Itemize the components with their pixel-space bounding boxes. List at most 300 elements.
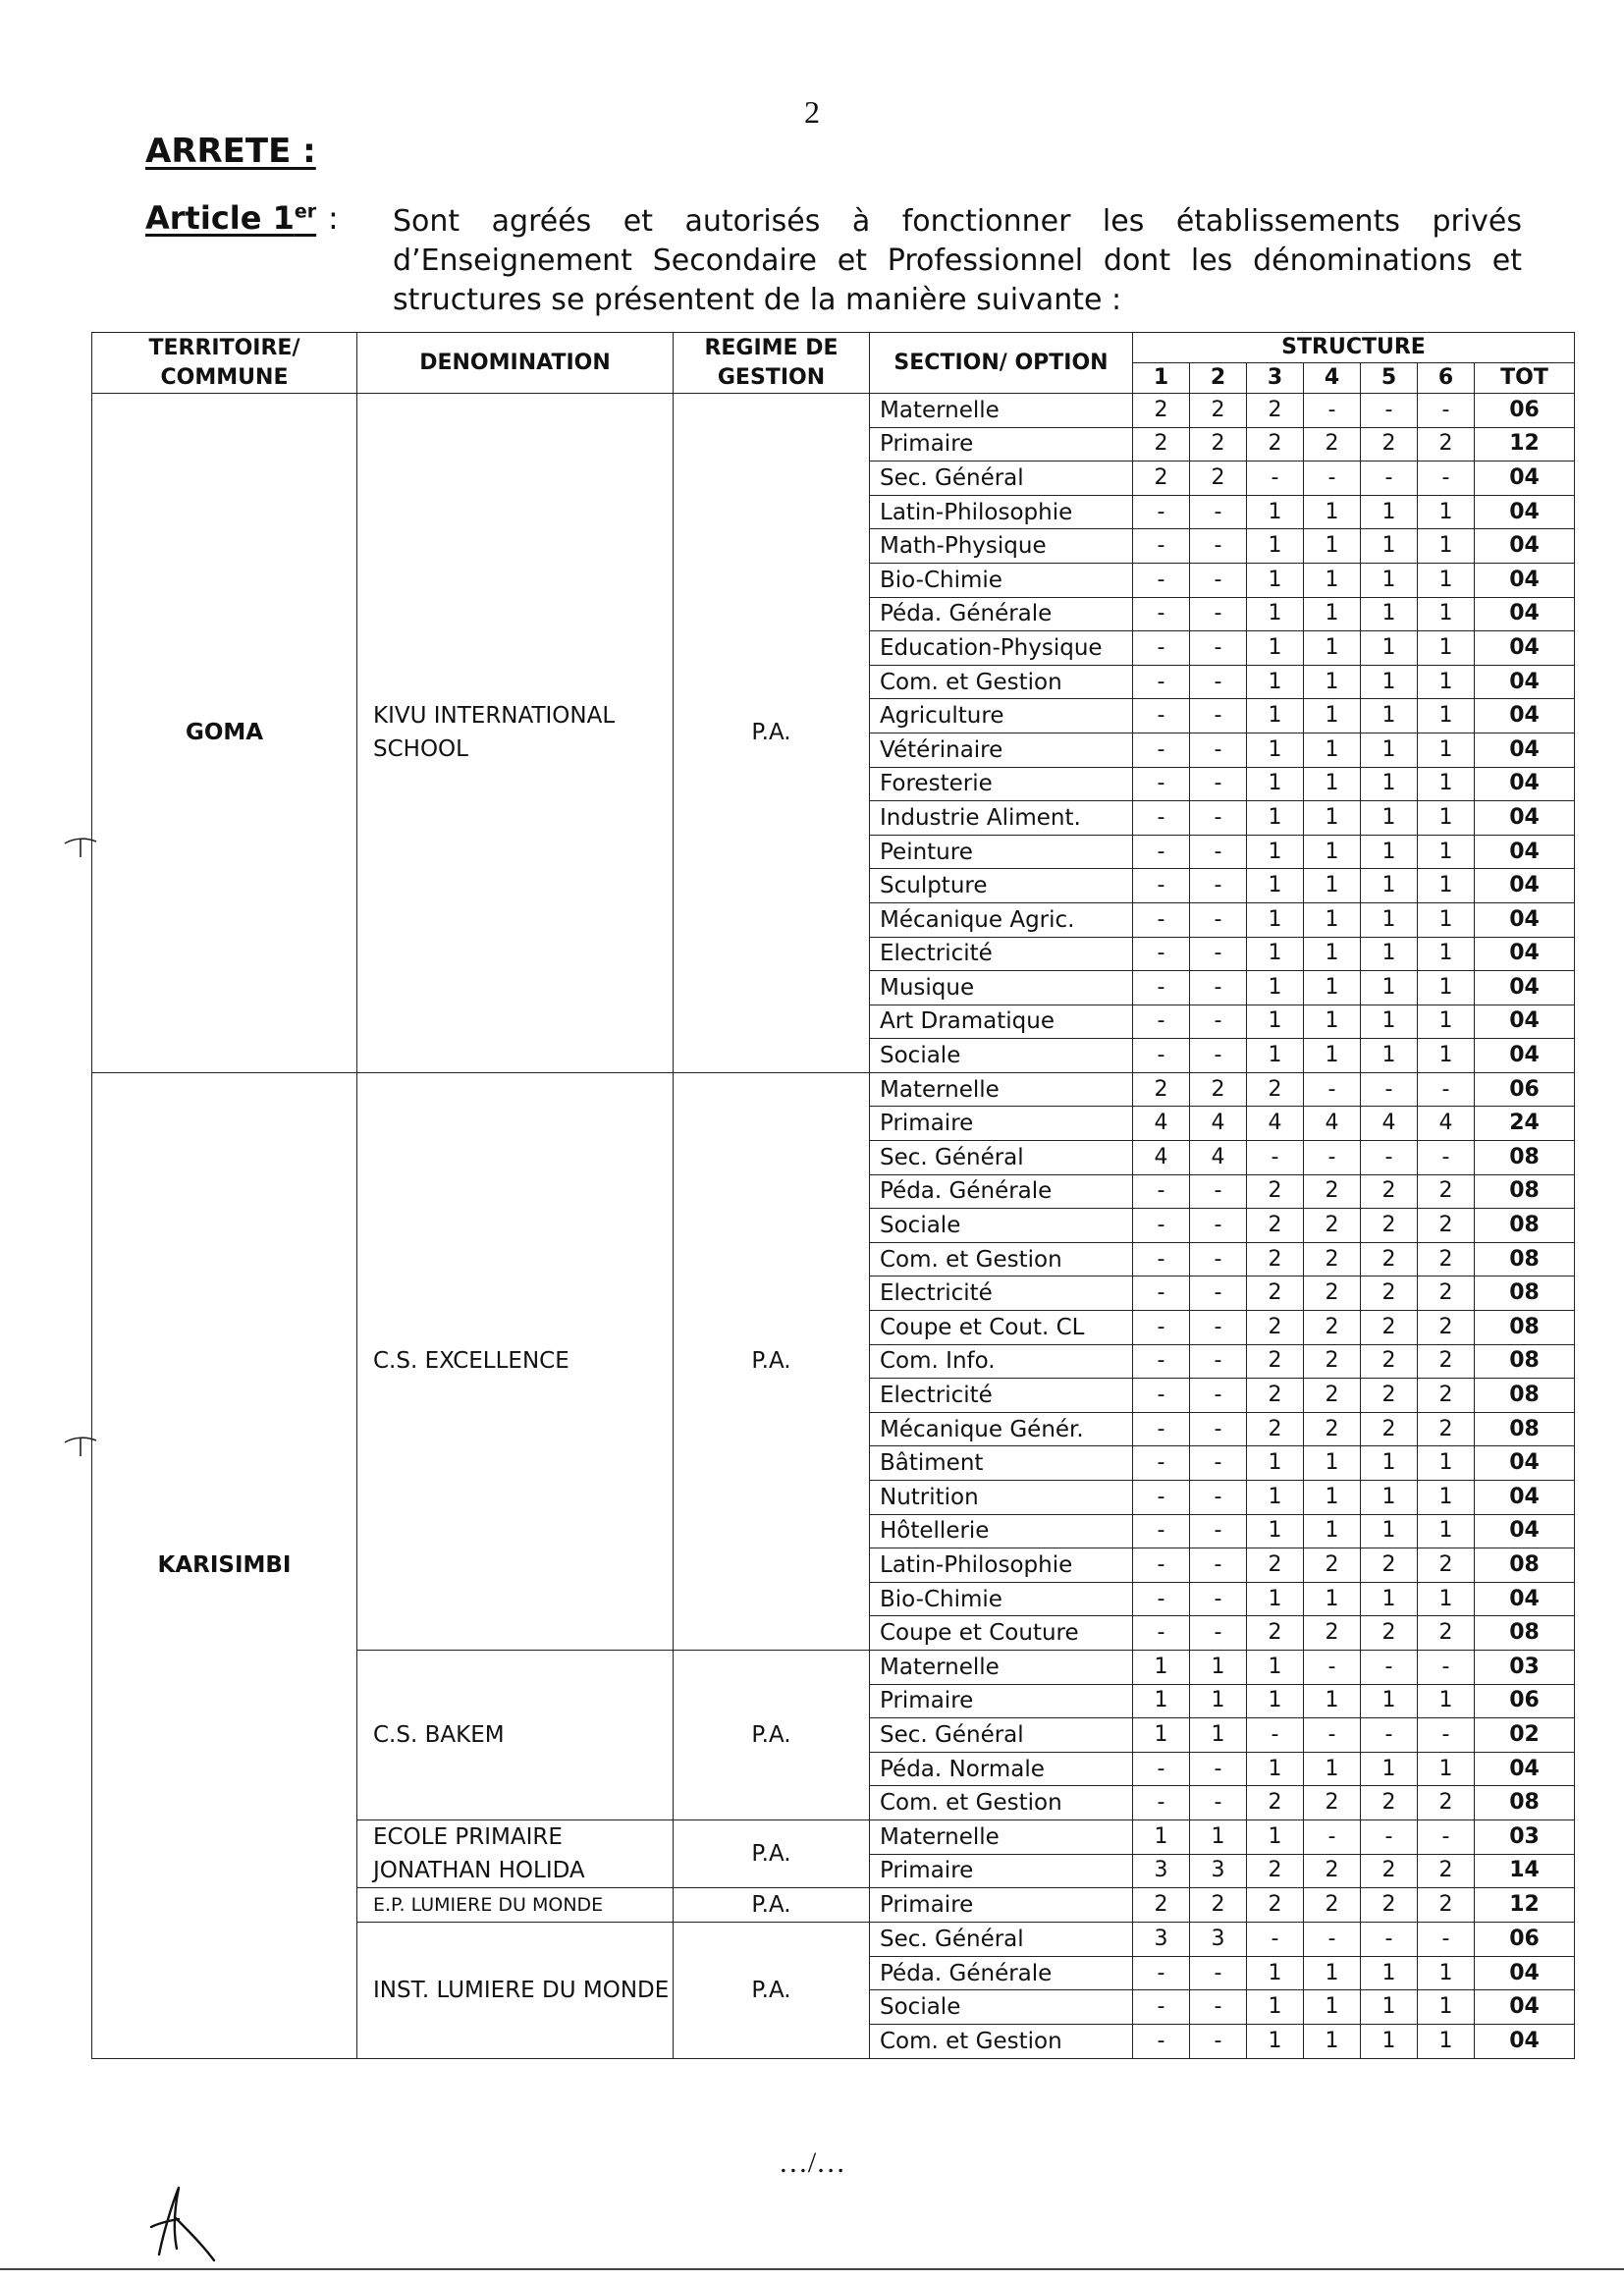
structure-cell-1: 1 <box>1133 1650 1190 1684</box>
structure-cell-2: - <box>1190 1311 1247 1345</box>
structure-cell-5: 1 <box>1361 971 1418 1005</box>
structure-cell-3: 2 <box>1247 1072 1304 1107</box>
structure-cell-1: - <box>1133 1005 1190 1039</box>
option-cell: Sociale <box>870 1209 1133 1243</box>
option-cell: Maternelle <box>870 1650 1133 1684</box>
structure-cell-5: 2 <box>1361 1616 1418 1651</box>
total-cell: 03 <box>1475 1650 1575 1684</box>
structure-cell-2: - <box>1190 665 1247 699</box>
structure-cell-2: - <box>1190 1582 1247 1616</box>
option-cell: Péda. Générale <box>870 1956 1133 1990</box>
structure-cell-6: 1 <box>1418 1039 1475 1073</box>
structure-cell-5: 1 <box>1361 597 1418 631</box>
structure-cell-4: 2 <box>1304 1888 1361 1923</box>
structure-cell-1: - <box>1133 1344 1190 1379</box>
structure-cell-3: - <box>1247 1923 1304 1957</box>
total-cell: 04 <box>1475 597 1575 631</box>
option-cell: Com. Info. <box>870 1344 1133 1379</box>
option-cell: Art Dramatique <box>870 1005 1133 1039</box>
structure-cell-5: 2 <box>1361 1854 1418 1888</box>
structure-cell-6: 2 <box>1418 1242 1475 1276</box>
option-cell: Electricité <box>870 937 1133 971</box>
structure-cell-5: 2 <box>1361 1344 1418 1379</box>
structure-cell-5: - <box>1361 462 1418 496</box>
structure-cell-6: - <box>1418 1072 1475 1107</box>
territory-cell: KARISIMBI <box>92 1072 357 2058</box>
structure-cell-4: 1 <box>1304 1481 1361 1515</box>
structure-cell-4: 1 <box>1304 937 1361 971</box>
structure-cell-3: 2 <box>1247 1786 1304 1820</box>
regime-cell: P.A. <box>674 1819 870 1887</box>
structure-cell-4: 1 <box>1304 1582 1361 1616</box>
total-cell: 06 <box>1475 1923 1575 1957</box>
structure-cell-1: 1 <box>1133 1684 1190 1718</box>
total-cell: 04 <box>1475 1514 1575 1548</box>
option-cell: Mécanique Agric. <box>870 902 1133 937</box>
structure-cell-2: 3 <box>1190 1923 1247 1957</box>
structure-cell-6: 1 <box>1418 563 1475 597</box>
structure-cell-6: 1 <box>1418 1514 1475 1548</box>
structure-cell-2: - <box>1190 1379 1247 1413</box>
structure-cell-5: 2 <box>1361 1379 1418 1413</box>
structure-cell-3: 1 <box>1247 971 1304 1005</box>
structure-cell-5: 1 <box>1361 1039 1418 1073</box>
structure-cell-4: - <box>1304 1141 1361 1175</box>
structure-cell-1: - <box>1133 1514 1190 1548</box>
structure-cell-5: 2 <box>1361 1276 1418 1311</box>
structure-cell-3: 1 <box>1247 631 1304 666</box>
option-cell: Math-Physique <box>870 529 1133 564</box>
total-cell: 04 <box>1475 631 1575 666</box>
structure-cell-5: 1 <box>1361 1752 1418 1786</box>
total-cell: 06 <box>1475 394 1575 428</box>
structure-cell-5: 2 <box>1361 1786 1418 1820</box>
structure-cell-6: 2 <box>1418 1344 1475 1379</box>
structure-cell-6: 1 <box>1418 1582 1475 1616</box>
structure-cell-2: - <box>1190 1990 1247 2025</box>
article-text-line-3: structures se présentent de la manière suivante : <box>393 283 1122 317</box>
option-cell: Sec. Général <box>870 1718 1133 1753</box>
structure-cell-5: 2 <box>1361 1548 1418 1583</box>
total-cell: 08 <box>1475 1276 1575 1311</box>
structure-cell-5: 4 <box>1361 1107 1418 1141</box>
total-cell: 04 <box>1475 529 1575 564</box>
structure-cell-1: 3 <box>1133 1854 1190 1888</box>
structure-cell-6: 2 <box>1418 1276 1475 1311</box>
total-cell: 12 <box>1475 1888 1575 1923</box>
structure-cell-1: - <box>1133 1039 1190 1073</box>
structure-cell-2: - <box>1190 1005 1247 1039</box>
total-cell: 08 <box>1475 1209 1575 1243</box>
structure-cell-3: 2 <box>1247 1242 1304 1276</box>
structure-cell-1: - <box>1133 801 1190 836</box>
option-cell: Mécanique Génér. <box>870 1412 1133 1446</box>
structure-cell-6: 1 <box>1418 1005 1475 1039</box>
structure-cell-6: 1 <box>1418 529 1475 564</box>
structure-cell-4: 1 <box>1304 1990 1361 2025</box>
structure-cell-2: 2 <box>1190 1072 1247 1107</box>
structure-cell-6: 2 <box>1418 1854 1475 1888</box>
total-cell: 04 <box>1475 1752 1575 1786</box>
option-cell: Sculpture <box>870 869 1133 903</box>
structure-cell-1: - <box>1133 2024 1190 2058</box>
structure-cell-4: 1 <box>1304 767 1361 801</box>
structure-cell-1: 2 <box>1133 427 1190 462</box>
structure-cell-4: 2 <box>1304 1209 1361 1243</box>
denomination-cell: INST. LUMIERE DU MONDE <box>357 1923 674 2058</box>
structure-cell-6: 1 <box>1418 495 1475 529</box>
structure-cell-5: 1 <box>1361 869 1418 903</box>
table-row <box>92 1072 1575 1107</box>
option-cell: Coupe et Cout. CL <box>870 1311 1133 1345</box>
structure-cell-2: 2 <box>1190 427 1247 462</box>
structure-cell-1: - <box>1133 1276 1190 1311</box>
page-number: 2 <box>804 94 820 130</box>
article-label-text: Article 1 <box>145 199 295 237</box>
total-cell: 04 <box>1475 971 1575 1005</box>
structure-cell-4: - <box>1304 462 1361 496</box>
structure-cell-3: 1 <box>1247 1684 1304 1718</box>
option-cell: Primaire <box>870 1107 1133 1141</box>
option-cell: Peinture <box>870 835 1133 869</box>
header-denomination: DENOMINATION <box>357 333 674 394</box>
structure-cell-2: - <box>1190 971 1247 1005</box>
option-cell: Sec. Général <box>870 462 1133 496</box>
article-text-line-2: d’Enseignement Secondaire et Professionnel dont les dénominations et <box>393 244 1522 278</box>
structure-cell-3: 2 <box>1247 1412 1304 1446</box>
structure-cell-4: - <box>1304 1072 1361 1107</box>
structure-cell-2: - <box>1190 1276 1247 1311</box>
structure-cell-6: 2 <box>1418 1311 1475 1345</box>
structure-cell-3: 1 <box>1247 1752 1304 1786</box>
structure-cell-5: 1 <box>1361 1582 1418 1616</box>
structure-cell-5: 1 <box>1361 1005 1418 1039</box>
total-cell: 08 <box>1475 1548 1575 1583</box>
header-col-tot: TOT <box>1475 363 1575 394</box>
header-col-6: 6 <box>1418 363 1475 394</box>
structure-cell-4: 2 <box>1304 1786 1361 1820</box>
structure-cell-5: 1 <box>1361 1684 1418 1718</box>
structure-cell-5: 1 <box>1361 801 1418 836</box>
structure-cell-6: - <box>1418 462 1475 496</box>
structure-cell-2: - <box>1190 529 1247 564</box>
structure-cell-3: 1 <box>1247 937 1304 971</box>
structure-cell-4: 2 <box>1304 1854 1361 1888</box>
denomination-cell: C.S. BAKEM <box>357 1650 674 1819</box>
total-cell: 12 <box>1475 427 1575 462</box>
structure-cell-4: - <box>1304 1650 1361 1684</box>
option-cell: Péda. Normale <box>870 1752 1133 1786</box>
option-cell: Musique <box>870 971 1133 1005</box>
structure-cell-6: 2 <box>1418 1174 1475 1209</box>
structure-cell-4: 2 <box>1304 1242 1361 1276</box>
total-cell: 03 <box>1475 1819 1575 1854</box>
option-cell: Electricité <box>870 1276 1133 1311</box>
structure-cell-2: - <box>1190 1956 1247 1990</box>
structure-cell-4: 1 <box>1304 2024 1361 2058</box>
structure-cell-2: - <box>1190 1039 1247 1073</box>
structure-cell-6: 1 <box>1418 597 1475 631</box>
total-cell: 04 <box>1475 1990 1575 2025</box>
structure-cell-6: 1 <box>1418 733 1475 767</box>
continuation-mark: …/… <box>778 2146 846 2179</box>
article-colon: : <box>328 199 339 237</box>
structure-cell-5: 2 <box>1361 1311 1418 1345</box>
structure-cell-1: - <box>1133 1412 1190 1446</box>
total-cell: 04 <box>1475 699 1575 733</box>
structure-cell-1: 2 <box>1133 462 1190 496</box>
structure-cell-4: 1 <box>1304 902 1361 937</box>
footer-rule <box>0 2268 1624 2270</box>
structure-cell-1: 4 <box>1133 1107 1190 1141</box>
regime-cell: P.A. <box>674 1650 870 1819</box>
structure-cell-5: - <box>1361 1072 1418 1107</box>
structure-cell-1: 2 <box>1133 1888 1190 1923</box>
structure-cell-1: - <box>1133 597 1190 631</box>
structure-cell-2: - <box>1190 1481 1247 1515</box>
option-cell: Maternelle <box>870 394 1133 428</box>
structure-cell-3: 2 <box>1247 1888 1304 1923</box>
option-cell: Primaire <box>870 1854 1133 1888</box>
structure-cell-4: - <box>1304 1923 1361 1957</box>
structure-cell-4: 2 <box>1304 1276 1361 1311</box>
option-cell: Sociale <box>870 1039 1133 1073</box>
option-cell: Foresterie <box>870 767 1133 801</box>
structure-cell-6: 1 <box>1418 801 1475 836</box>
total-cell: 04 <box>1475 733 1575 767</box>
structure-cell-1: - <box>1133 902 1190 937</box>
total-cell: 04 <box>1475 462 1575 496</box>
total-cell: 04 <box>1475 1446 1575 1481</box>
total-cell: 08 <box>1475 1379 1575 1413</box>
header-regime: REGIME DE GESTION <box>674 333 870 394</box>
option-cell: Latin-Philosophie <box>870 495 1133 529</box>
structure-cell-5: 1 <box>1361 563 1418 597</box>
structure-cell-5: 1 <box>1361 1956 1418 1990</box>
structure-cell-2: - <box>1190 2024 1247 2058</box>
structure-cell-3: 2 <box>1247 1616 1304 1651</box>
structure-cell-5: - <box>1361 1718 1418 1753</box>
structure-cell-5: 2 <box>1361 1412 1418 1446</box>
structure-cell-2: 2 <box>1190 394 1247 428</box>
structure-cell-3: 1 <box>1247 563 1304 597</box>
total-cell: 04 <box>1475 1005 1575 1039</box>
structure-cell-6: 2 <box>1418 427 1475 462</box>
structure-cell-2: 1 <box>1190 1650 1247 1684</box>
total-cell: 04 <box>1475 1956 1575 1990</box>
option-cell: Agriculture <box>870 699 1133 733</box>
structure-cell-4: 1 <box>1304 801 1361 836</box>
structure-cell-5: 2 <box>1361 1888 1418 1923</box>
structure-cell-2: 4 <box>1190 1107 1247 1141</box>
structure-cell-4: 1 <box>1304 1752 1361 1786</box>
structure-cell-2: - <box>1190 1548 1247 1583</box>
structure-cell-2: - <box>1190 597 1247 631</box>
structure-cell-1: - <box>1133 1956 1190 1990</box>
structure-cell-3: 1 <box>1247 835 1304 869</box>
structure-cell-6: - <box>1418 1923 1475 1957</box>
signature-icon <box>145 2178 224 2266</box>
structure-cell-4: - <box>1304 1718 1361 1753</box>
structure-cell-6: - <box>1418 1718 1475 1753</box>
header-col-5: 5 <box>1361 363 1418 394</box>
option-cell: Bio-Chimie <box>870 563 1133 597</box>
structure-cell-3: 2 <box>1247 1276 1304 1311</box>
total-cell: 14 <box>1475 1854 1575 1888</box>
structure-cell-6: 1 <box>1418 631 1475 666</box>
structure-cell-4: 1 <box>1304 563 1361 597</box>
denomination-cell: KIVU INTERNATIONAL SCHOOL <box>357 394 674 1073</box>
structure-cell-6: 1 <box>1418 665 1475 699</box>
total-cell: 04 <box>1475 902 1575 937</box>
total-cell: 08 <box>1475 1412 1575 1446</box>
structure-cell-4: 1 <box>1304 495 1361 529</box>
structure-cell-6: 1 <box>1418 1752 1475 1786</box>
structure-cell-3: 2 <box>1247 1209 1304 1243</box>
header-col-3: 3 <box>1247 363 1304 394</box>
structure-cell-3: 1 <box>1247 495 1304 529</box>
structure-cell-4: 1 <box>1304 529 1361 564</box>
structure-cell-6: - <box>1418 394 1475 428</box>
structure-cell-1: - <box>1133 563 1190 597</box>
structure-cell-5: - <box>1361 1141 1418 1175</box>
structure-cell-1: 1 <box>1133 1819 1190 1854</box>
option-cell: Péda. Générale <box>870 1174 1133 1209</box>
arrete-heading: ARRETE : <box>145 132 316 171</box>
total-cell: 08 <box>1475 1616 1575 1651</box>
article-label <box>145 199 316 237</box>
structure-cell-1: - <box>1133 835 1190 869</box>
structure-cell-5: 1 <box>1361 937 1418 971</box>
structure-cell-4: 1 <box>1304 1514 1361 1548</box>
structure-cell-6: 2 <box>1418 1209 1475 1243</box>
structure-cell-1: - <box>1133 1481 1190 1515</box>
regime-cell: P.A. <box>674 394 870 1073</box>
structure-cell-6: - <box>1418 1141 1475 1175</box>
structure-cell-2: - <box>1190 1514 1247 1548</box>
structure-cell-3: 1 <box>1247 902 1304 937</box>
structure-cell-4: 1 <box>1304 869 1361 903</box>
structure-cell-4: 1 <box>1304 1446 1361 1481</box>
structure-cell-2: - <box>1190 699 1247 733</box>
option-cell: Coupe et Couture <box>870 1616 1133 1651</box>
option-cell: Primaire <box>870 427 1133 462</box>
structure-cell-5: 1 <box>1361 665 1418 699</box>
structure-cell-1: - <box>1133 631 1190 666</box>
structure-cell-6: 2 <box>1418 1786 1475 1820</box>
structure-cell-4: 2 <box>1304 1344 1361 1379</box>
structure-cell-4: 2 <box>1304 1548 1361 1583</box>
option-cell: Education-Physique <box>870 631 1133 666</box>
total-cell: 24 <box>1475 1107 1575 1141</box>
structure-cell-5: 1 <box>1361 1990 1418 2025</box>
option-cell: Sec. Général <box>870 1923 1133 1957</box>
structure-cell-6: 2 <box>1418 1616 1475 1651</box>
structure-cell-3: - <box>1247 1718 1304 1753</box>
structure-cell-4: 2 <box>1304 427 1361 462</box>
structure-cell-5: - <box>1361 1650 1418 1684</box>
total-cell: 04 <box>1475 835 1575 869</box>
structure-cell-5: 1 <box>1361 2024 1418 2058</box>
structure-cell-1: - <box>1133 1616 1190 1651</box>
structure-cell-6: 1 <box>1418 1446 1475 1481</box>
structure-cell-5: 1 <box>1361 631 1418 666</box>
structure-cell-2: - <box>1190 631 1247 666</box>
structure-cell-1: - <box>1133 1786 1190 1820</box>
structure-cell-4: 4 <box>1304 1107 1361 1141</box>
total-cell: 06 <box>1475 1072 1575 1107</box>
total-cell: 04 <box>1475 869 1575 903</box>
structure-cell-1: 2 <box>1133 1072 1190 1107</box>
structure-cell-3: 1 <box>1247 529 1304 564</box>
total-cell: 06 <box>1475 1684 1575 1718</box>
structure-cell-4: 1 <box>1304 1956 1361 1990</box>
option-cell: Hôtellerie <box>870 1514 1133 1548</box>
structure-cell-3: 1 <box>1247 1039 1304 1073</box>
structure-cell-2: 1 <box>1190 1819 1247 1854</box>
structure-cell-1: - <box>1133 1990 1190 2025</box>
structure-cell-2: - <box>1190 1446 1247 1481</box>
option-cell: Bio-Chimie <box>870 1582 1133 1616</box>
structure-cell-2: 4 <box>1190 1141 1247 1175</box>
structure-cell-2: - <box>1190 733 1247 767</box>
structure-cell-5: 2 <box>1361 427 1418 462</box>
structure-cell-6: 1 <box>1418 1684 1475 1718</box>
structure-cell-1: - <box>1133 937 1190 971</box>
structure-cell-2: 3 <box>1190 1854 1247 1888</box>
structure-cell-6: 2 <box>1418 1548 1475 1583</box>
structure-cell-3: 1 <box>1247 733 1304 767</box>
total-cell: 04 <box>1475 665 1575 699</box>
structure-cell-3: 1 <box>1247 665 1304 699</box>
option-cell: Primaire <box>870 1684 1133 1718</box>
header-col-4: 4 <box>1304 363 1361 394</box>
total-cell: 08 <box>1475 1242 1575 1276</box>
structure-cell-5: - <box>1361 394 1418 428</box>
structure-cell-4: 2 <box>1304 1616 1361 1651</box>
option-cell: Nutrition <box>870 1481 1133 1515</box>
total-cell: 08 <box>1475 1344 1575 1379</box>
structure-cell-3: 1 <box>1247 767 1304 801</box>
structure-cell-3: 1 <box>1247 1990 1304 2025</box>
structure-cell-6: 1 <box>1418 2024 1475 2058</box>
total-cell: 08 <box>1475 1786 1575 1820</box>
structure-cell-2: - <box>1190 1174 1247 1209</box>
establishments-table <box>91 332 1575 2059</box>
structure-cell-3: 1 <box>1247 2024 1304 2058</box>
header-col-2: 2 <box>1190 363 1247 394</box>
structure-cell-5: 2 <box>1361 1209 1418 1243</box>
structure-cell-1: - <box>1133 1379 1190 1413</box>
header-territoire: TERRITOIRE/ COMMUNE <box>92 333 357 394</box>
structure-cell-2: - <box>1190 801 1247 836</box>
structure-cell-4: 2 <box>1304 1311 1361 1345</box>
structure-cell-6: 1 <box>1418 699 1475 733</box>
structure-cell-4: 2 <box>1304 1412 1361 1446</box>
total-cell: 04 <box>1475 801 1575 836</box>
total-cell: 08 <box>1475 1311 1575 1345</box>
total-cell: 02 <box>1475 1718 1575 1753</box>
structure-cell-2: - <box>1190 1616 1247 1651</box>
option-cell: Sociale <box>870 1990 1133 2025</box>
structure-cell-1: - <box>1133 1446 1190 1481</box>
structure-cell-3: - <box>1247 1141 1304 1175</box>
structure-cell-4: 1 <box>1304 631 1361 666</box>
structure-cell-6: 1 <box>1418 1956 1475 1990</box>
structure-cell-5: 1 <box>1361 1481 1418 1515</box>
margin-mark-icon <box>61 820 100 859</box>
total-cell: 08 <box>1475 1174 1575 1209</box>
